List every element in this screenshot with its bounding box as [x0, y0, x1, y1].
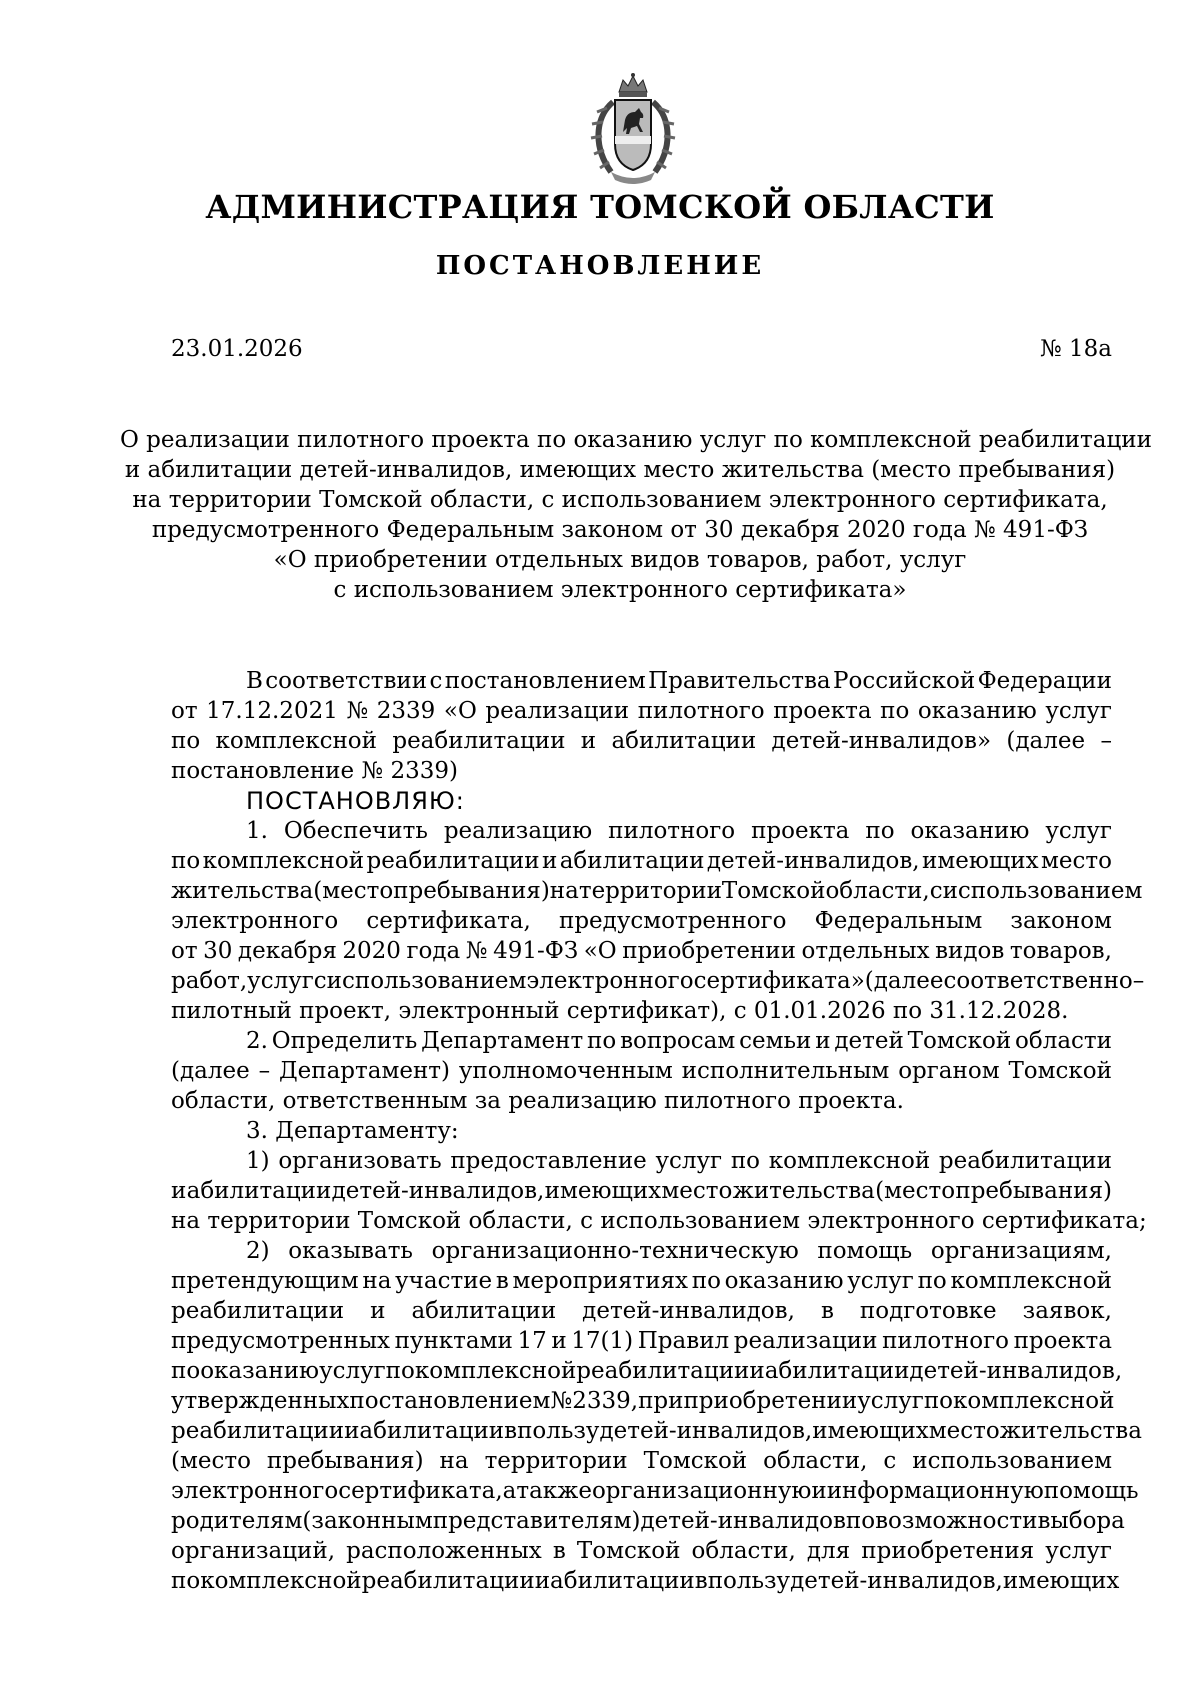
word: утвержденных [171, 1388, 350, 1414]
word: Правительства [648, 668, 831, 694]
word: родителям [171, 1508, 303, 1534]
word: «О [443, 698, 477, 724]
word: по [865, 818, 895, 844]
word: предусмотренного [559, 908, 787, 934]
word: имеющих [544, 1178, 662, 1204]
word: услуг [319, 1358, 386, 1384]
body-line: области, ответственным за реализацию пилотного проекта. [171, 1088, 904, 1114]
word: с [929, 878, 943, 904]
body-line [171, 1536, 1112, 1566]
word: «О [583, 938, 617, 964]
word: проекта [773, 698, 872, 724]
word: № [465, 938, 488, 964]
body-line [171, 966, 1145, 996]
decree-word: ПОСТАНОВЛЯЮ: [246, 787, 465, 815]
word: по [171, 848, 201, 874]
word: (законным [302, 1508, 433, 1534]
body-line [171, 1506, 1125, 1536]
word: в [504, 1418, 518, 1444]
word: – [258, 1058, 271, 1084]
word: комплексной [200, 1568, 362, 1594]
word: оказывать [288, 1238, 413, 1264]
word: оказанию [917, 698, 1037, 724]
word: проекта [751, 818, 850, 844]
body-line [171, 1386, 1115, 1416]
word: услуг [1045, 818, 1112, 844]
word: 491-ФЗ [493, 938, 579, 964]
word: пребывания) [266, 1448, 424, 1474]
word: с [429, 668, 443, 694]
word: постановлением [444, 668, 646, 694]
word: по [171, 1358, 201, 1384]
word: № [346, 698, 369, 724]
word: детей-инвалидов, [331, 1178, 545, 1204]
word: комплексной [215, 728, 377, 754]
word: абилитации [611, 728, 757, 754]
word: по [845, 1508, 876, 1534]
word: 2020 [342, 938, 401, 964]
word: – [1100, 728, 1112, 754]
word: реализации [485, 698, 630, 724]
word: организаций, [171, 1538, 336, 1564]
word: (место [313, 878, 394, 904]
word: электронного [171, 1478, 339, 1504]
word: для [806, 1538, 851, 1564]
word: декабря [237, 938, 337, 964]
word: с [883, 1448, 897, 1474]
word: жительства [732, 1178, 875, 1204]
word: по [171, 728, 201, 754]
title-line: О реализации пилотного проекта по оказанию услуг по комплексной реабилитации [120, 427, 1152, 453]
title-line: «О приобретении отдельных видов товаров, работ, услуг [273, 547, 967, 573]
word: детей-инвалидов, [599, 1418, 813, 1444]
word: место [1041, 848, 1112, 874]
word: абилитации [764, 1358, 910, 1384]
word: расположенных [346, 1538, 542, 1564]
word: и [344, 1418, 360, 1444]
word: в [552, 1538, 566, 1564]
word: услуг [1045, 1538, 1112, 1564]
body-line [171, 906, 1112, 936]
word: услуг [247, 968, 314, 994]
word: области, [691, 1538, 796, 1564]
word: предусмотренных [171, 1328, 390, 1354]
word: а [502, 1478, 517, 1504]
word: реабилитации [171, 1298, 345, 1324]
word: представителям) [432, 1508, 641, 1534]
word: в [694, 1568, 708, 1594]
word: комплексной [768, 1148, 931, 1174]
word: и [580, 728, 597, 754]
body-line [171, 1476, 1139, 1506]
word: видов [935, 938, 1005, 964]
word: 1) [246, 1148, 270, 1174]
word: приобретения [861, 1538, 1035, 1564]
word: (далее [1006, 728, 1086, 754]
word: по [917, 1268, 947, 1294]
coat-of-arms-icon [583, 72, 683, 187]
word: также [516, 1478, 592, 1504]
word: организовать [278, 1148, 442, 1174]
word: Правил [637, 1328, 730, 1354]
document-date: 23.01.2026 [171, 336, 303, 362]
word: и [370, 1298, 386, 1324]
word: реализации [733, 1328, 878, 1354]
word: Департамент) [278, 1058, 450, 1084]
word: сертификата» [693, 968, 865, 994]
body-line: пилотный проект, электронный сертификат), с 01.01.2026 по 31.12.2028. [171, 998, 1069, 1024]
word: использованием [942, 878, 1143, 904]
word: место [928, 1418, 1000, 1444]
word: 2) [246, 1238, 270, 1264]
word: имеющих [812, 1418, 929, 1444]
word: по [171, 1568, 201, 1594]
word: Томской [643, 1448, 748, 1474]
word: и [811, 1478, 827, 1504]
organization-title: АДМИНИСТРАЦИЯ ТОМСКОЙ ОБЛАСТИ [205, 188, 995, 226]
word: услуг [655, 1148, 723, 1174]
body-line [171, 666, 1112, 696]
word: детей-инвалидов, [909, 1358, 1123, 1384]
word: работ, [171, 968, 248, 994]
word: Томской [907, 1028, 1012, 1054]
word: электронного [526, 968, 694, 994]
word: пребывания) [393, 878, 550, 904]
word: оказанию [200, 1358, 320, 1384]
word: имеющих [1002, 1568, 1120, 1594]
word: от [171, 698, 198, 724]
body-line: постановление № 2339) [171, 758, 459, 784]
body-line [171, 1176, 1112, 1206]
word: с [313, 968, 327, 994]
word: (место [171, 1448, 251, 1474]
word: 17.12.2021 [206, 698, 338, 724]
word: области, [763, 1448, 868, 1474]
word: по [691, 1268, 721, 1294]
word: в [495, 1268, 509, 1294]
word: № [550, 1388, 573, 1414]
word: детей [834, 1028, 904, 1054]
word: Томской [721, 878, 826, 904]
word: пилотного [882, 1328, 1009, 1354]
word: (далее [864, 968, 944, 994]
word: реабилитации [361, 1568, 535, 1594]
word: подготовке [859, 1298, 997, 1324]
word: детей-инвалидов, [706, 848, 920, 874]
word: Определить [271, 1028, 418, 1054]
word: Федеральным [814, 908, 983, 934]
body-line [171, 876, 1143, 906]
word: 1. [246, 818, 268, 844]
word: детей-инвалидов, [790, 1568, 1003, 1594]
word: отдельных [801, 938, 930, 964]
word: (место [875, 1178, 956, 1204]
word: Томской [1008, 1058, 1112, 1084]
word: комплексной [953, 1388, 1115, 1414]
word: Российской [833, 668, 976, 694]
word: выбора [1037, 1508, 1125, 1534]
word: реализацию [443, 818, 593, 844]
word: детей-инвалидов, [582, 1298, 795, 1324]
word: реабилитации [171, 1418, 345, 1444]
word: 2339 [376, 698, 436, 724]
word: постановлением [349, 1388, 551, 1414]
word: по [385, 1358, 415, 1384]
word: по [730, 1148, 761, 1174]
word: абилитации [411, 1298, 557, 1324]
word: реабилитации [392, 728, 566, 754]
word: детей-инвалидов» [771, 728, 992, 754]
word: помощь [1043, 1478, 1139, 1504]
document-title [120, 425, 1152, 605]
word: предоставление [450, 1148, 647, 1174]
word: и [534, 1568, 551, 1594]
word: Федерации [977, 668, 1112, 694]
word: имеющих [922, 848, 1039, 874]
title-line: с использованием электронного сертификата» [333, 577, 907, 603]
word: абилитации [186, 1178, 332, 1204]
body-line [171, 1296, 1112, 1326]
body-line: 3. Департаменту: [246, 1118, 459, 1144]
word: года [406, 938, 461, 964]
word: 2339, [572, 1388, 639, 1414]
title-line: и абилитации детей-инвалидов, имеющих место жительства (место пребывания) [124, 457, 1116, 483]
word: товаров, [1009, 938, 1112, 964]
body-line [171, 816, 1112, 846]
word: сертификата, [338, 1478, 503, 1504]
word: приобретении [683, 1388, 858, 1414]
word: пунктами [394, 1328, 513, 1354]
body-line [171, 1026, 1112, 1056]
word: 30 [203, 938, 233, 964]
word: пилотного [637, 698, 765, 724]
word: организационную [591, 1478, 812, 1504]
word: возможности [875, 1508, 1038, 1534]
body-line [171, 726, 1112, 756]
word: заявок, [1022, 1298, 1112, 1324]
word: и [551, 1328, 567, 1354]
word: реабилитации [366, 848, 540, 874]
document-body [171, 666, 1147, 1596]
word: исполнительным [681, 1058, 890, 1084]
word: семьи [739, 1028, 812, 1054]
document-type: ПОСТАНОВЛЕНИЕ [435, 251, 765, 281]
word: законом [1010, 908, 1112, 934]
body-line [171, 846, 1112, 876]
word: – [1132, 968, 1145, 994]
word: по [923, 1388, 953, 1414]
document-number: № 18а [1039, 336, 1112, 362]
word: по [587, 1028, 617, 1054]
word: реабилитации [576, 1358, 750, 1384]
word: 17 [517, 1328, 547, 1354]
word: информационную [826, 1478, 1044, 1504]
word: (далее [171, 1058, 250, 1084]
title-line: предусмотренного Федеральным законом от 30 декабря 2020 года № 491-ФЗ [151, 517, 1089, 543]
word: соответствии [265, 668, 428, 694]
word: пользу [707, 1568, 791, 1594]
word: жительства [999, 1418, 1142, 1444]
word: В [246, 668, 263, 694]
word: вопросам [620, 1028, 736, 1054]
body-line [171, 1446, 1112, 1476]
body-line [171, 1056, 1112, 1086]
word: 17(1) [571, 1328, 634, 1354]
word: и [171, 1178, 187, 1204]
word: пребывания) [955, 1178, 1112, 1204]
word: и [749, 1358, 765, 1384]
word: оказанию [724, 1268, 844, 1294]
word: территории [578, 878, 722, 904]
title-line: на территории Томской области, с использованием электронного сертификата, [132, 487, 1108, 513]
word: услуг [1045, 698, 1112, 724]
word: по [880, 698, 910, 724]
word: при [638, 1388, 684, 1414]
word: организациям, [930, 1238, 1112, 1264]
word: проекта [1013, 1328, 1112, 1354]
word: участие [395, 1268, 493, 1294]
body-line [171, 1236, 1112, 1266]
body-line [171, 1326, 1112, 1356]
word: претендующим [171, 1268, 359, 1294]
word: и [541, 848, 558, 874]
body-line [171, 1266, 1112, 1296]
word: использованием [326, 968, 527, 994]
word: абилитации [359, 1418, 505, 1444]
word: приобретении [622, 938, 796, 964]
word: 2. [246, 1028, 268, 1054]
word: комплексной [202, 848, 365, 874]
word: электронного [171, 908, 339, 934]
word: услуг [857, 1388, 924, 1414]
word: услуг [847, 1268, 914, 1294]
word: мероприятиях [512, 1268, 689, 1294]
word: соответственно [943, 968, 1133, 994]
word: области, [825, 878, 930, 904]
word: уполномоченным [458, 1058, 673, 1084]
word: комплексной [950, 1268, 1112, 1294]
word: Томской [576, 1538, 681, 1564]
word: место [661, 1178, 733, 1204]
body-line [171, 1416, 1142, 1446]
body-line [171, 936, 1112, 966]
word: жительства [171, 878, 314, 904]
word: от [171, 938, 198, 964]
body-line [171, 1566, 1120, 1596]
body-line [171, 1146, 1112, 1176]
body-line [171, 696, 1112, 726]
body-line: на территории Томской области, с использованием электронного сертификата; [171, 1208, 1147, 1234]
word: Департамент [421, 1028, 584, 1054]
word: области [1015, 1028, 1112, 1054]
word: на [549, 878, 579, 904]
word: на [362, 1268, 392, 1294]
body-line [171, 1356, 1123, 1386]
word: организационно-техническую [431, 1238, 799, 1264]
word: в [820, 1298, 834, 1324]
word: и [815, 1028, 831, 1054]
word: сертификата, [366, 908, 531, 934]
word: комплексной [414, 1358, 577, 1384]
word: использованием [912, 1448, 1112, 1474]
word: детей-инвалидов [640, 1508, 846, 1534]
word: территории [484, 1448, 628, 1474]
word: абилитации [559, 848, 705, 874]
word: пользу [517, 1418, 600, 1444]
word: абилитации [550, 1568, 695, 1594]
word: Обеспечить [283, 818, 428, 844]
word: помощь [817, 1238, 913, 1264]
word: реабилитации [938, 1148, 1112, 1174]
word: на [439, 1448, 469, 1474]
word: органом [898, 1058, 1000, 1084]
word: оказанию [910, 818, 1030, 844]
word: пилотного [608, 818, 736, 844]
